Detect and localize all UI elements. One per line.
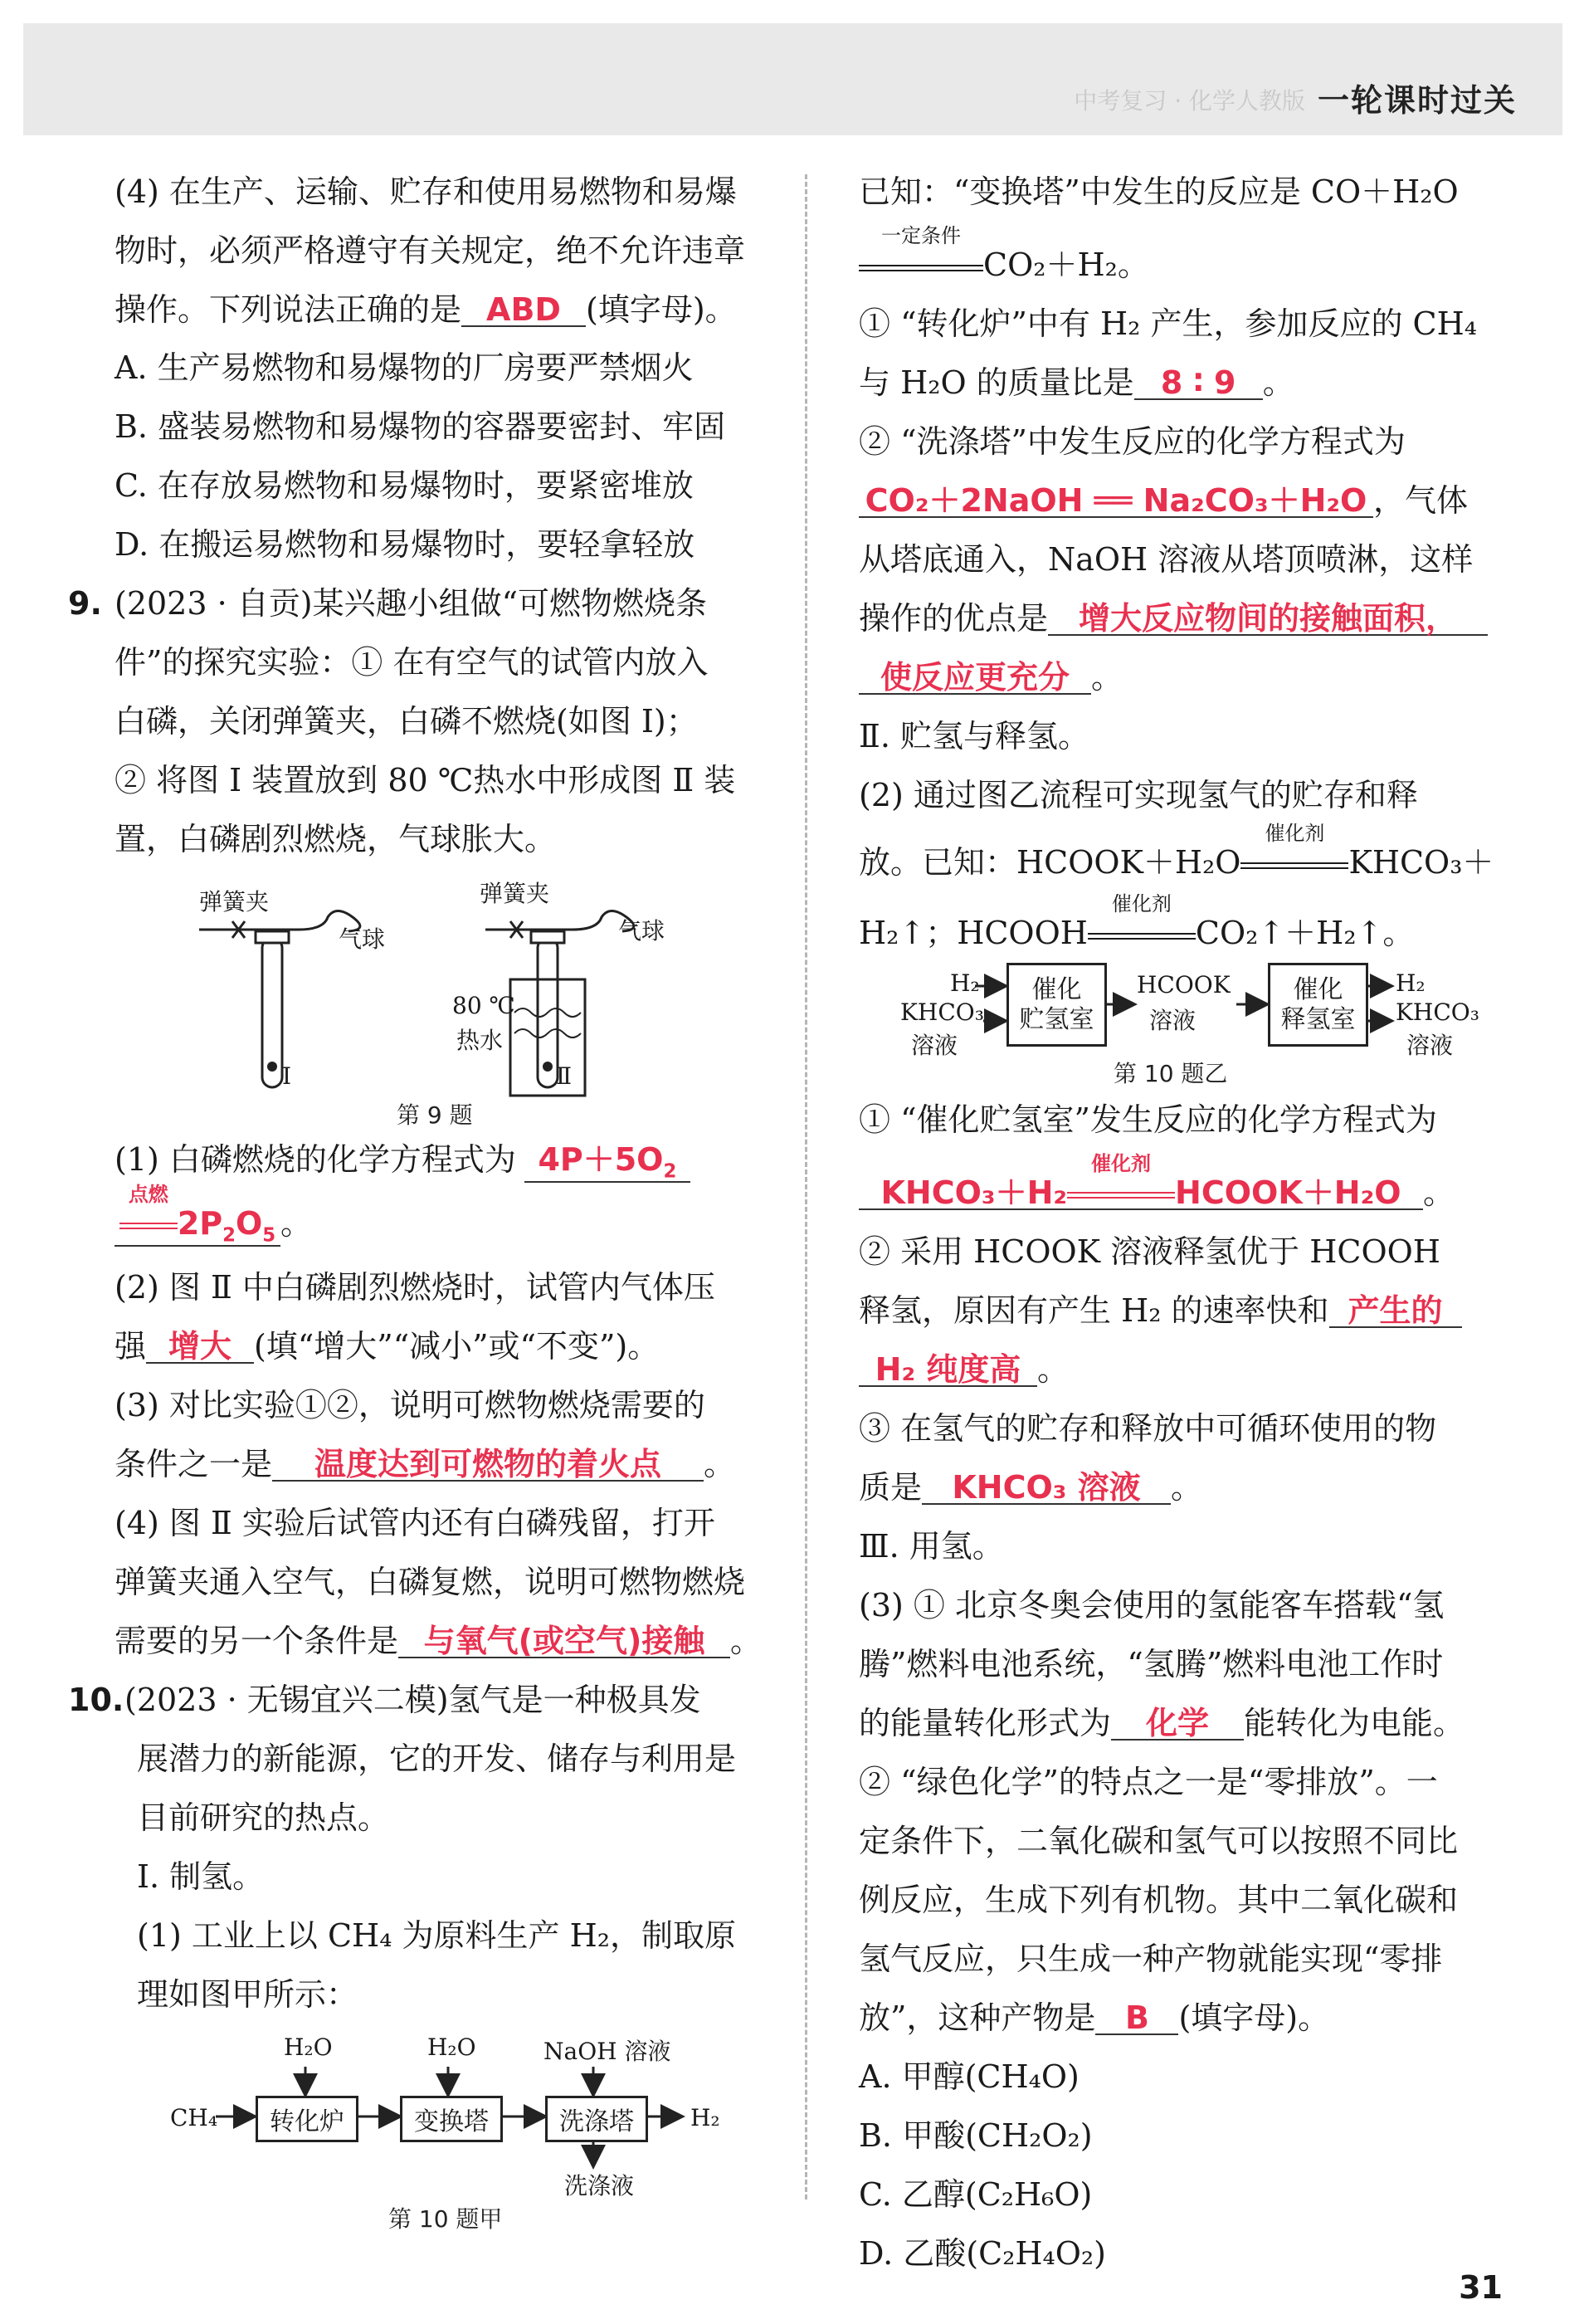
q8-4-answer[interactable]: ABD <box>461 294 586 327</box>
r-c4-line3 <box>859 1351 1070 1388</box>
fig10b-box-storage: 催化 贮氢室 <box>1006 963 1107 1047</box>
q9-p1-ans1-sub: 2 <box>663 1160 677 1183</box>
r-c1-prompt: 与 H₂O 的质量比是 <box>859 364 1134 401</box>
fig10a-box-converter: 转化炉 <box>256 2096 358 2142</box>
fig9-water-temp: 80 ℃ <box>452 992 515 1019</box>
r-c4-end: 。 <box>1037 1351 1070 1388</box>
header-title: 一轮课时过关 <box>1317 82 1517 119</box>
page-number: 31 <box>1459 2269 1503 2306</box>
fig10a-naoh: NaOH 溶液 <box>543 2038 671 2065</box>
r-c4-answer[interactable]: 产生的 <box>1329 1295 1462 1328</box>
r-known-eq-bars <box>859 265 983 271</box>
fig10a-box-shift-tower: 变换塔 <box>400 2096 503 2142</box>
r-c2-line2 <box>859 482 1469 519</box>
fig10a-ch4: CH₄ <box>170 2104 218 2131</box>
q9-p1-answer-1[interactable] <box>524 1141 690 1183</box>
fig10b-out-solution: 溶液 <box>1406 1032 1454 1059</box>
r-c3-ans-products: HCOOK＋H₂O <box>1175 1174 1401 1211</box>
r-c5-line1: ③ 在氢气的贮存和释放中可循环使用的物 <box>859 1410 1437 1447</box>
r-c2-line4 <box>859 600 1488 637</box>
fig9-label-ii: Ⅱ <box>556 1062 573 1090</box>
fig10a-h2o-1: H₂O <box>284 2034 333 2061</box>
q9-number: 9. <box>68 585 102 622</box>
q8-4-option-a: A. 生产易燃物和易爆物的厂房要严禁烟火 <box>115 349 694 386</box>
r-p4-option-a: A. 甲醇(CH₄O) <box>859 2058 1080 2095</box>
q9-p1-ans2-sub2: 5 <box>262 1224 276 1247</box>
q9-p4-end: 。 <box>730 1623 763 1659</box>
q10-line2: 展潜力的新能源，它的开发、储存与利用是 <box>137 1741 737 1777</box>
header-subtitle: 中考复习 · 化学人教版 <box>1074 87 1305 115</box>
r-p2-eq1-reactants: 放。已知：HCOOK＋H₂O <box>859 844 1241 881</box>
r-known-line2 <box>859 224 1149 283</box>
r-p3-prompt: 的能量转化形式为 <box>859 1705 1112 1741</box>
r-p3-hint: 能转化为电能。 <box>1244 1705 1465 1741</box>
r-section-2: Ⅱ. 贮氢与释氢。 <box>859 718 1089 754</box>
r-c4-line2 <box>859 1292 1462 1329</box>
fig9-clip-label-2: 弹簧夹 <box>480 880 550 907</box>
q9-p1-condition <box>119 1183 178 1239</box>
fig10a-h2-out: H₂ <box>690 2104 720 2131</box>
q10-p1-line2: 理如图甲所示： <box>137 1976 358 2013</box>
r-p2-eq2-reactants: H₂↑；HCOOH <box>859 915 1088 951</box>
r-p2-eq2-cond: 催化剂 <box>1111 892 1172 915</box>
r-c5-prompt: 质是 <box>859 1469 923 1506</box>
fig10b-in-h2: H₂ <box>950 969 980 997</box>
fig10b-in-khco3: KHCO₃ <box>900 998 984 1026</box>
r-p4-line3: 例反应，生成下列有机物。其中二氧化碳和 <box>859 1882 1459 1918</box>
r-p2-eq2-bars <box>1088 933 1196 940</box>
r-p3-answer[interactable]: 化学 <box>1111 1707 1244 1741</box>
q9-line3: 白磷，关闭弹簧夹，白磷不燃烧(如图 Ⅰ)； <box>115 703 698 740</box>
fig9-clip-label-1: 弹簧夹 <box>199 888 270 915</box>
q8-4-option-d: D. 在搬运易燃物和易爆物时，要轻拿轻放 <box>115 526 695 563</box>
r-p4-answer[interactable]: B <box>1095 2002 1178 2035</box>
fig9-balloon-label-1: 气球 <box>339 925 386 953</box>
r-c3-ans-arrow <box>1067 1152 1175 1208</box>
r-p4-prompt: 放”，这种产物是 <box>859 1999 1096 2036</box>
r-known-products: CO₂＋H₂。 <box>983 247 1149 283</box>
r-section-3: Ⅲ. 用氢。 <box>859 1528 1004 1565</box>
r-c3-end: 。 <box>1423 1174 1455 1211</box>
q9-p2-answer[interactable]: 增大 <box>146 1330 254 1364</box>
fig10a-waste: 洗涤液 <box>564 2172 635 2200</box>
r-known-line1: 已知：“变换塔”中发生的反应是 CO＋H₂O <box>859 173 1459 210</box>
r-p2-eq1-bars <box>1240 862 1348 869</box>
r-p2-eq1-cond: 催化剂 <box>1265 822 1325 845</box>
q9-line1: (2023 · 自贡)某兴趣小组做“可燃物燃烧条 <box>115 585 708 622</box>
fig9-balloon-label-2: 气球 <box>618 917 665 945</box>
r-p2-eq2-arrow <box>1088 892 1196 949</box>
q9-p4-prompt: 需要的另一个条件是 <box>115 1623 399 1659</box>
r-c3-ans-cond: 催化剂 <box>1091 1152 1152 1175</box>
q8-4-prompt: 操作。下列说法正确的是 <box>115 291 462 328</box>
q8-4-option-b: B. 盛装易燃物和易爆物的容器要密封、牢固 <box>115 408 726 445</box>
fig10b-caption: 第 10 题乙 <box>1114 1060 1228 1087</box>
r-p2-eq2-products: CO₂↑＋H₂↑。 <box>1195 915 1415 951</box>
q9-p3-end: 。 <box>704 1446 736 1482</box>
q9-p4-line3 <box>115 1625 762 1658</box>
q9-p3-prompt: 条件之一是 <box>115 1446 273 1482</box>
fig10b-out-h2: H₂ <box>1396 969 1426 997</box>
r-p4-option-d: D. 乙酸(C₂H₄O₂) <box>859 2235 1106 2272</box>
r-known-cond-text: 一定条件 <box>881 224 961 247</box>
r-c2-hint: ，气体 <box>1373 482 1469 519</box>
r-p3-line3 <box>859 1707 1465 1741</box>
fig10a-h2o-2: H₂O <box>427 2034 476 2061</box>
q9-p3-line2 <box>115 1448 735 1482</box>
r-p2-eq1-products: KHCO₃＋ <box>1348 844 1494 881</box>
fig10b-hcook-solution: 溶液 <box>1149 1007 1197 1034</box>
r-p2-line1: (2) 通过图乙流程可实现氢气的贮存和释 <box>859 777 1418 813</box>
q9-p1-cond-text: 点燃 <box>128 1183 168 1206</box>
q9-p1-prompt: (1) 白磷燃烧的化学方程式为 <box>115 1141 516 1178</box>
q10-section-1: Ⅰ. 制氢。 <box>137 1858 265 1895</box>
r-c1-end: 。 <box>1262 364 1294 401</box>
q9-p2-line1: (2) 图 Ⅱ 中白磷剧烈燃烧时，试管内气体压 <box>115 1269 715 1306</box>
r-p4-option-c: C. 乙醇(C₂H₆O) <box>859 2176 1093 2213</box>
q9-p2-prompt: 强 <box>115 1328 147 1365</box>
r-c3-ans-bars <box>1067 1192 1175 1199</box>
q9-p1-line2 <box>115 1183 313 1247</box>
q9-p4-answer[interactable]: 与氧气(或空气)接触 <box>398 1625 730 1658</box>
r-c5-end: 。 <box>1171 1469 1203 1506</box>
fig10b-box-release: 催化 释氢室 <box>1268 963 1368 1047</box>
q9-p1-ans2-o: O <box>235 1205 263 1242</box>
column-divider <box>805 174 807 2200</box>
r-c2-line5 <box>859 659 1123 696</box>
r-p2-eq1-arrow <box>1240 822 1348 878</box>
q10-line3: 目前研究的热点。 <box>137 1799 390 1836</box>
r-c1-line2 <box>859 364 1294 401</box>
r-c5-line2 <box>859 1469 1203 1506</box>
q9-p3-line1: (3) 对比实验①②，说明可燃物燃烧需要的 <box>115 1387 705 1423</box>
r-c2-answer[interactable]: CO₂＋2NaOH ══ Na₂CO₃＋H₂O <box>859 485 1373 518</box>
r-p3-line1: (3) ① 北京冬奥会使用的氢能客车搭载“氢 <box>859 1587 1445 1623</box>
q10-number: 10. <box>68 1682 124 1718</box>
r-c3-line1: ① “催化贮氢室”发生反应的化学方程式为 <box>859 1101 1437 1138</box>
r-c2-line1: ② “洗涤塔”中发生反应的化学方程式为 <box>859 423 1406 460</box>
r-p2-line2 <box>859 822 1494 881</box>
r-c4-answer-2[interactable]: H₂ 纯度高 <box>859 1354 1037 1387</box>
q9-p3-answer[interactable]: 温度达到可燃物的着火点 <box>272 1448 704 1482</box>
r-p4-line1: ② “绿色化学”的特点之一是“零排放”。一 <box>859 1764 1438 1800</box>
r-c1-answer[interactable]: 8 ∶ 9 <box>1134 367 1263 400</box>
q9-p4-line1: (4) 图 Ⅱ 实验后试管内还有白磷残留，打开 <box>115 1505 715 1541</box>
q9-line4: ② 将图 Ⅰ 装置放到 80 ℃热水中形成图 Ⅱ 装 <box>115 762 736 798</box>
q9-p1-end: 。 <box>280 1205 313 1242</box>
r-c2-answer-advantage-2[interactable]: 使反应更充分 <box>859 662 1091 695</box>
fig10a-caption: 第 10 题甲 <box>388 2205 503 2233</box>
fig10b-in-solution: 溶液 <box>911 1032 958 1059</box>
r-p4-line4: 氢气反应，只生成一种产物就能实现“零排 <box>859 1941 1443 1977</box>
r-p4-line5 <box>859 1999 1330 2036</box>
q9-p4-line2: 弹簧夹通入空气，白磷复燃，说明可燃物燃烧 <box>115 1564 746 1600</box>
fig9-caption: 第 9 题 <box>397 1101 473 1129</box>
r-p4-option-b: B. 甲酸(CH₂O₂) <box>859 2117 1093 2154</box>
r-p4-line2: 定条件下，二氧化碳和氢气可以按照不同比 <box>859 1823 1459 1859</box>
fig9-label-i: Ⅰ <box>282 1062 292 1090</box>
q8-4-option-c: C. 在存放易燃物和易爆物时，要紧密堆放 <box>115 467 694 504</box>
q9-p1-answer-2[interactable] <box>115 1183 280 1247</box>
r-c1-line1: ① “转化炉”中有 H₂ 产生，参加反应的 CH₄ <box>859 305 1477 342</box>
q9-p1-eq-bars <box>119 1223 178 1229</box>
r-c3-line2 <box>859 1152 1455 1211</box>
q9-p2-hint: (填“增大”“减小”或“不变”)。 <box>254 1328 660 1365</box>
r-p3-line2: 腾”燃料电池系统，“氢腾”燃料电池工作时 <box>859 1646 1444 1682</box>
q9-p1-line1 <box>115 1141 690 1183</box>
q9-line2: 件”的探究实验：① 在有空气的试管内放入 <box>115 644 709 681</box>
r-c2-prompt: 操作的优点是 <box>859 600 1049 637</box>
r-known-condition <box>859 224 983 281</box>
r-c3-answer[interactable] <box>859 1152 1423 1211</box>
fig9-water-label: 热水 <box>456 1027 504 1054</box>
page-header <box>23 23 1562 135</box>
r-c2-line3: 从塔底通入，NaOH 溶液从塔顶喷淋，这样 <box>859 541 1474 578</box>
q9-p1-ans1-text: 4P＋5O <box>538 1141 664 1178</box>
r-p4-hint: (填字母)。 <box>1178 1999 1330 2036</box>
r-p2-line3 <box>859 892 1415 951</box>
q9-line5: 置，白磷剧烈燃烧，气球胀大。 <box>115 821 557 857</box>
r-c2-answer-advantage[interactable]: 增大反应物间的接触面积， <box>1048 603 1488 636</box>
q8-4-line2: 物时，必须严格遵守有关规定，绝不允许违章 <box>115 232 746 269</box>
r-c5-answer[interactable]: KHCO₃ 溶液 <box>922 1472 1171 1505</box>
r-c3-ans-reactants: KHCO₃＋H₂ <box>880 1174 1068 1211</box>
fig10b-out-khco3: KHCO₃ <box>1396 998 1479 1026</box>
q8-4-hint: (填字母)。 <box>586 291 737 328</box>
q8-4-line1: (4) 在生产、运输、贮存和使用易燃物和易爆 <box>115 173 737 210</box>
q8-4-line3 <box>115 291 737 328</box>
q9-p2-line2 <box>115 1330 659 1364</box>
q9-p1-ans2-p: 2P <box>177 1205 223 1242</box>
q9-p1-ans2-sub1: 2 <box>222 1224 236 1247</box>
r-c4-prompt: 释氢，原因有产生 H₂ 的速率快和 <box>859 1292 1329 1329</box>
q10-p1-line1: (1) 工业上以 CH₄ 为原料生产 H₂，制取原 <box>137 1917 736 1954</box>
q10-line1: (2023 · 无锡宜兴二模)氢气是一种极具发 <box>124 1682 701 1718</box>
fig10a-box-scrubber: 洗涤塔 <box>545 2096 648 2142</box>
r-c4-line1: ② 采用 HCOOK 溶液释氢优于 HCOOH <box>859 1233 1440 1270</box>
fig10b-hcook: HCOOK <box>1137 971 1231 998</box>
r-c2-end: 。 <box>1091 659 1123 696</box>
